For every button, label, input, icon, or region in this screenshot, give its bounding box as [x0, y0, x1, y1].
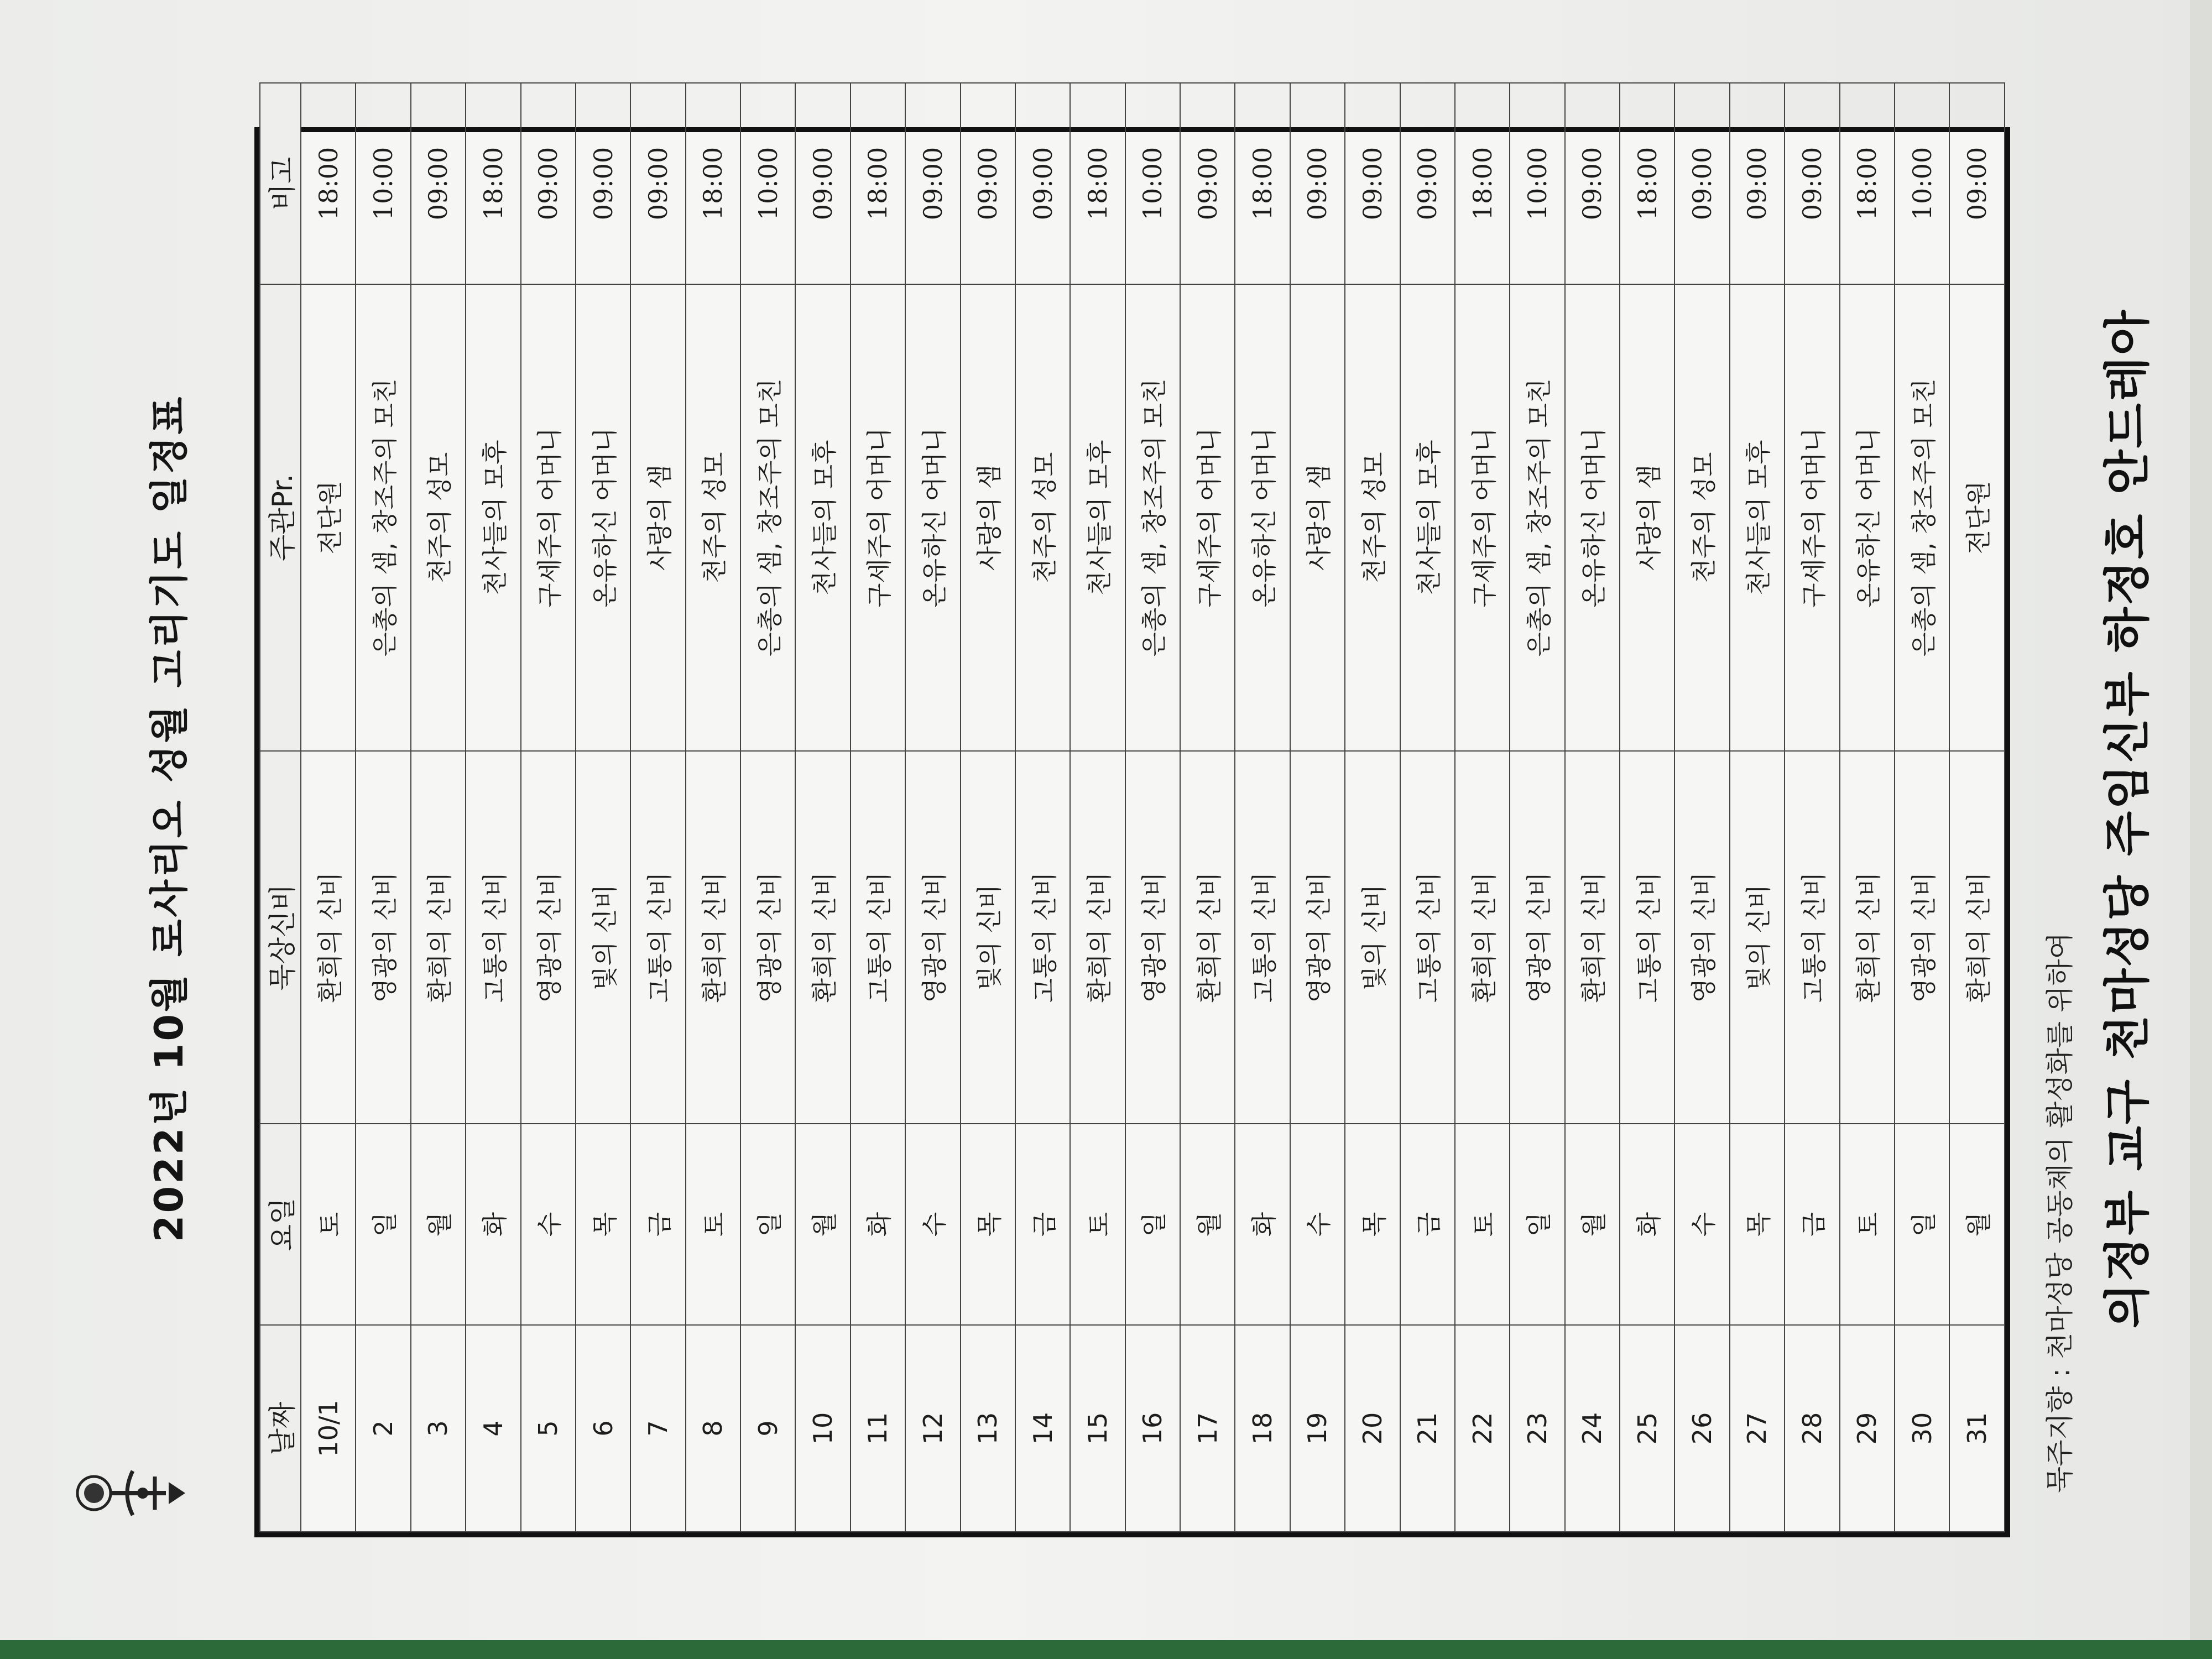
day-cell: 토 [1070, 1124, 1125, 1325]
mystery-cell: 빛의 신비 [576, 751, 630, 1124]
table-row [1015, 83, 1070, 1532]
table-row [1730, 83, 1785, 1532]
date-cell: 29 [1840, 1325, 1895, 1532]
table-row [1455, 83, 1510, 1532]
leader-cell: 은총의 샘, 창조주의 모친 [740, 284, 795, 751]
header-day: 요일 [260, 1124, 301, 1325]
rosary-intention: 묵주지향 : 천마성당 공동체의 활성화를 위하여 [2044, 932, 2076, 1493]
table-row [1565, 83, 1620, 1532]
day-cell: 일 [1895, 1124, 1949, 1325]
table-row [1620, 83, 1674, 1532]
time-cell: 09:00 [1180, 83, 1235, 284]
leader-cell: 온유하신 어머니 [1565, 284, 1620, 751]
mystery-cell: 환희의 신비 [686, 751, 740, 1124]
leader-cell: 온유하신 어머니 [1840, 284, 1895, 751]
table-row [1895, 83, 1949, 1532]
time-cell: 09:00 [795, 83, 850, 284]
day-cell: 수 [1290, 1124, 1345, 1325]
header-mystery: 묵상신비 [260, 751, 301, 1124]
time-cell: 18:00 [466, 83, 520, 284]
leader-cell: 사랑의 샘 [1620, 284, 1674, 751]
date-cell: 8 [686, 1325, 740, 1532]
leader-cell: 천사들의 모후 [1730, 284, 1785, 751]
date-cell: 21 [1400, 1325, 1455, 1532]
leader-cell: 천사들의 모후 [1070, 284, 1125, 751]
date-cell: 18 [1235, 1325, 1290, 1532]
time-cell: 10:00 [1125, 83, 1180, 284]
day-cell: 수 [905, 1124, 960, 1325]
day-cell: 수 [521, 1124, 576, 1325]
time-cell: 18:00 [851, 83, 905, 284]
date-cell: 5 [521, 1325, 576, 1532]
day-cell: 화 [466, 1124, 520, 1325]
time-cell: 09:00 [1949, 83, 2005, 284]
table-row [1785, 83, 1839, 1532]
day-cell: 일 [356, 1124, 410, 1325]
mystery-cell: 환희의 신비 [795, 751, 850, 1124]
mystery-cell: 환희의 신비 [1949, 751, 2005, 1124]
table-row [356, 83, 410, 1532]
date-cell: 26 [1674, 1325, 1729, 1532]
day-cell: 목 [961, 1124, 1015, 1325]
date-cell: 23 [1510, 1325, 1564, 1532]
time-cell: 18:00 [301, 83, 356, 284]
time-cell: 10:00 [740, 83, 795, 284]
mystery-cell: 영광의 신비 [1125, 751, 1180, 1124]
header-leader: 주관Pr. [260, 284, 301, 751]
time-cell: 09:00 [1674, 83, 1729, 284]
day-cell: 월 [795, 1124, 850, 1325]
mystery-cell: 고통의 신비 [630, 751, 685, 1124]
time-cell: 09:00 [1345, 83, 1400, 284]
leader-cell: 구세주의 어머니 [1785, 284, 1839, 751]
table-row [466, 83, 520, 1532]
mystery-cell: 환희의 신비 [1840, 751, 1895, 1124]
table-row [1180, 83, 1235, 1532]
table-row [851, 83, 905, 1532]
mystery-cell: 빛의 신비 [1730, 751, 1785, 1124]
day-cell: 금 [630, 1124, 685, 1325]
mystery-cell: 고통의 신비 [1400, 751, 1455, 1124]
time-cell: 18:00 [1070, 83, 1125, 284]
mystery-cell: 영광의 신비 [740, 751, 795, 1124]
table-row [686, 83, 740, 1532]
leader-cell: 사랑의 샘 [1290, 284, 1345, 751]
mystery-cell: 영광의 신비 [1895, 751, 1949, 1124]
table-row [1070, 83, 1125, 1532]
table-row [1125, 83, 1180, 1532]
time-cell: 09:00 [1785, 83, 1839, 284]
day-cell: 토 [301, 1124, 356, 1325]
leader-cell: 천사들의 모후 [795, 284, 850, 751]
header-note: 비고 [260, 83, 301, 284]
time-cell: 09:00 [411, 83, 466, 284]
table-row [630, 83, 685, 1532]
date-cell: 13 [961, 1325, 1015, 1532]
time-cell: 09:00 [630, 83, 685, 284]
time-cell: 09:00 [576, 83, 630, 284]
leader-cell: 천사들의 모후 [466, 284, 520, 751]
date-cell: 17 [1180, 1325, 1235, 1532]
day-cell: 화 [1235, 1124, 1290, 1325]
day-cell: 월 [1180, 1124, 1235, 1325]
leader-cell: 천사들의 모후 [1400, 284, 1455, 751]
date-cell: 3 [411, 1325, 466, 1532]
day-cell: 일 [1510, 1124, 1564, 1325]
day-cell: 목 [576, 1124, 630, 1325]
mystery-cell: 환희의 신비 [1455, 751, 1510, 1124]
day-cell: 토 [686, 1124, 740, 1325]
table-row [1510, 83, 1564, 1532]
date-cell: 20 [1345, 1325, 1400, 1532]
time-cell: 09:00 [1015, 83, 1070, 284]
date-cell: 25 [1620, 1325, 1674, 1532]
mystery-cell: 영광의 신비 [356, 751, 410, 1124]
table-row [576, 83, 630, 1532]
mystery-cell: 영광의 신비 [1510, 751, 1564, 1124]
day-cell: 토 [1840, 1124, 1895, 1325]
time-cell: 09:00 [1400, 83, 1455, 284]
time-cell: 18:00 [686, 83, 740, 284]
leader-cell: 은총의 샘, 창조주의 모친 [1510, 284, 1564, 751]
date-cell: 4 [466, 1325, 520, 1532]
date-cell: 27 [1730, 1325, 1785, 1532]
date-cell: 28 [1785, 1325, 1839, 1532]
leader-cell: 전단원 [1949, 284, 2005, 751]
time-cell: 18:00 [1840, 83, 1895, 284]
time-cell: 18:00 [1620, 83, 1674, 284]
mystery-cell: 영광의 신비 [1674, 751, 1729, 1124]
leader-cell: 전단원 [301, 284, 356, 751]
leader-cell: 온유하신 어머니 [905, 284, 960, 751]
mystery-cell: 고통의 신비 [1785, 751, 1839, 1124]
leader-cell: 천주의 성모 [411, 284, 466, 751]
date-cell: 24 [1565, 1325, 1620, 1532]
leader-cell: 온유하신 어머니 [1235, 284, 1290, 751]
day-cell: 화 [1620, 1124, 1674, 1325]
time-cell: 09:00 [1290, 83, 1345, 284]
header-date: 날짜 [260, 1325, 301, 1532]
date-cell: 11 [851, 1325, 905, 1532]
green-tablecloth [0, 1640, 2212, 1659]
mystery-cell: 영광의 신비 [905, 751, 960, 1124]
time-cell: 09:00 [961, 83, 1015, 284]
mystery-cell: 환희의 신비 [1565, 751, 1620, 1124]
time-cell: 09:00 [1565, 83, 1620, 284]
mystery-cell: 고통의 신비 [851, 751, 905, 1124]
date-cell: 6 [576, 1325, 630, 1532]
date-cell: 15 [1070, 1325, 1125, 1532]
table-row [1235, 83, 1290, 1532]
table-row [740, 83, 795, 1532]
table-row [905, 83, 960, 1532]
date-cell: 14 [1015, 1325, 1070, 1532]
leader-cell: 구세주의 어머니 [1180, 284, 1235, 751]
day-cell: 월 [411, 1124, 466, 1325]
leader-cell: 천주의 성모 [1345, 284, 1400, 751]
leader-cell: 구세주의 어머니 [851, 284, 905, 751]
leader-cell: 천주의 성모 [1015, 284, 1070, 751]
mystery-cell: 환희의 신비 [1180, 751, 1235, 1124]
time-cell: 18:00 [1235, 83, 1290, 284]
table-row [1949, 83, 2005, 1532]
time-cell: 09:00 [905, 83, 960, 284]
schedule-body [301, 83, 2005, 1532]
table-row [1290, 83, 1345, 1532]
day-cell: 수 [1674, 1124, 1729, 1325]
day-cell: 금 [1400, 1124, 1455, 1325]
day-cell: 일 [740, 1124, 795, 1325]
leader-cell: 온유하신 어머니 [576, 284, 630, 751]
mystery-cell: 고통의 신비 [466, 751, 520, 1124]
date-cell: 16 [1125, 1325, 1180, 1532]
mystery-cell: 환희의 신비 [1070, 751, 1125, 1124]
day-cell: 월 [1949, 1124, 2005, 1325]
mystery-cell: 환희의 신비 [301, 751, 356, 1124]
mystery-cell: 빛의 신비 [1345, 751, 1400, 1124]
date-cell: 30 [1895, 1325, 1949, 1532]
leader-cell: 천주의 성모 [686, 284, 740, 751]
day-cell: 일 [1125, 1124, 1180, 1325]
day-cell: 목 [1730, 1124, 1785, 1325]
date-cell: 10/1 [301, 1325, 356, 1532]
leader-cell: 사랑의 샘 [961, 284, 1015, 751]
pastor-signature-line: 의정부 교구 천마성당 주임신부 하정호 안드레아 [2100, 308, 2154, 1329]
date-cell: 7 [630, 1325, 685, 1532]
day-cell: 화 [851, 1124, 905, 1325]
table-row [521, 83, 576, 1532]
date-cell: 2 [356, 1325, 410, 1532]
schedule-table [254, 127, 2010, 1537]
leader-cell: 은총의 샘, 창조주의 모친 [1895, 284, 1949, 751]
date-cell: 31 [1949, 1325, 2005, 1532]
table-row [795, 83, 850, 1532]
mystery-cell: 영광의 신비 [521, 751, 576, 1124]
time-cell: 10:00 [356, 83, 410, 284]
page-title: 2022년 10월 로사리오 성월 고리기도 일정표 [147, 394, 192, 1243]
time-cell: 18:00 [1455, 83, 1510, 284]
day-cell: 금 [1015, 1124, 1070, 1325]
table-row [411, 83, 466, 1532]
mystery-cell: 빛의 신비 [961, 751, 1015, 1124]
leader-cell: 사랑의 샘 [630, 284, 685, 751]
table-row [301, 83, 356, 1532]
schedule-page [28, 33, 2168, 1604]
table-row [961, 83, 1015, 1532]
date-cell: 19 [1290, 1325, 1345, 1532]
mystery-cell: 고통의 신비 [1015, 751, 1070, 1124]
table-header-row [260, 83, 301, 1532]
mystery-cell: 환희의 신비 [411, 751, 466, 1124]
leader-cell: 구세주의 어머니 [1455, 284, 1510, 751]
day-cell: 토 [1455, 1124, 1510, 1325]
table-row [1400, 83, 1455, 1532]
date-cell: 22 [1455, 1325, 1510, 1532]
date-cell: 12 [905, 1325, 960, 1532]
leader-cell: 천주의 성모 [1674, 284, 1729, 751]
table-row [1840, 83, 1895, 1532]
leader-cell: 구세주의 어머니 [521, 284, 576, 751]
mystery-cell: 영광의 신비 [1290, 751, 1345, 1124]
date-cell: 9 [740, 1325, 795, 1532]
mystery-cell: 고통의 신비 [1235, 751, 1290, 1124]
time-cell: 10:00 [1895, 83, 1949, 284]
mystery-cell: 고통의 신비 [1620, 751, 1674, 1124]
day-cell: 월 [1565, 1124, 1620, 1325]
leader-cell: 은총의 샘, 창조주의 모친 [1125, 284, 1180, 751]
table-row [1345, 83, 1400, 1532]
table-row [1674, 83, 1729, 1532]
time-cell: 09:00 [1730, 83, 1785, 284]
date-cell: 10 [795, 1325, 850, 1532]
time-cell: 09:00 [521, 83, 576, 284]
day-cell: 목 [1345, 1124, 1400, 1325]
day-cell: 금 [1785, 1124, 1839, 1325]
leader-cell: 은총의 샘, 창조주의 모친 [356, 284, 410, 751]
time-cell: 10:00 [1510, 83, 1564, 284]
